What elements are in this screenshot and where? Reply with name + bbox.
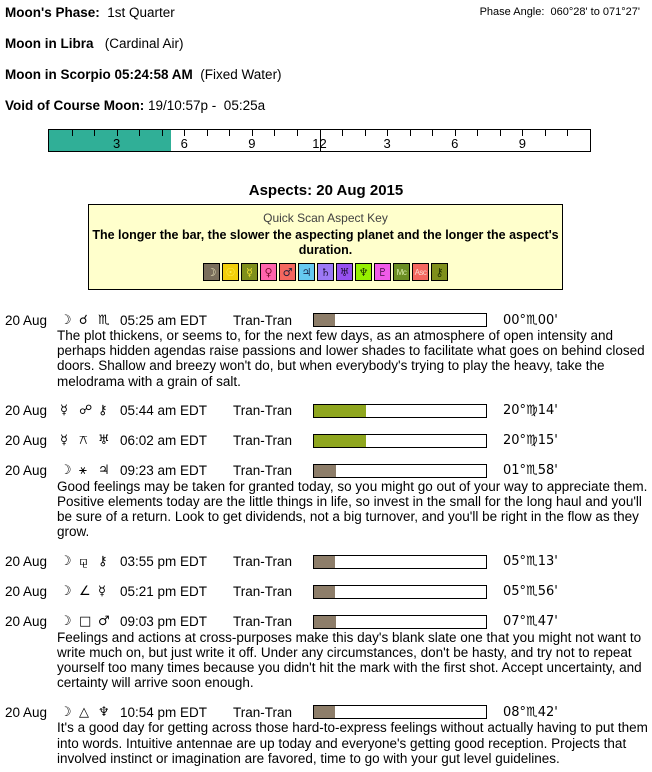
aspect-position: 01°♏58' [503,463,558,479]
quick-scan-aspect-key [88,204,563,290]
aspect-row [0,614,652,691]
aspect-row [0,433,652,449]
aspect-line [0,312,652,328]
body2-glyph: ♂ [98,614,110,630]
aspect-type: Tran-Tran [233,433,293,449]
aspect-type: Tran-Tran [233,403,293,419]
aspect-glyph: ∠ [79,584,91,600]
ruler-tick [410,130,411,136]
aspect-glyphs [60,614,120,629]
ruler-tick [342,130,343,136]
aspect-glyphs [60,403,120,418]
ruler-hour-label: 6 [180,136,188,151]
aspect-glyph: ☍ [79,403,93,419]
aspect-type: Tran-Tran [233,614,293,630]
aspect-time: 09:23 am EDT [120,463,208,479]
duration-bar-fill [314,586,335,598]
aspect-date: 20 Aug [5,584,48,600]
duration-bar [313,434,487,448]
body1-glyph: ☽ [60,584,72,600]
pluto-key-icon: ♇ [374,263,391,281]
aspect-time: 05:21 pm EDT [120,584,208,600]
aspect-glyphs [60,584,120,599]
aspect-time: 05:44 am EDT [120,403,208,419]
duration-bar-fill [314,616,336,628]
duration-bar [313,464,487,478]
aspect-glyph: △ [79,704,89,720]
moon-sign-line [5,36,652,51]
aspect-date: 20 Aug [5,312,48,328]
aspect-glyphs [60,554,120,569]
aspect-time: 05:25 am EDT [120,312,208,328]
moons-phase-value: 1st Quarter [107,5,175,20]
aspect-date: 20 Aug [5,433,48,449]
ruler-tick [162,130,163,136]
aspect-position: 08°♏42' [503,704,558,720]
body1-glyph: ☽ [60,614,72,630]
aspect-position: 05°♏56' [503,584,558,600]
moon-key-icon: ☽ [203,263,220,281]
duration-bar-fill [314,405,366,417]
ruler-tick [477,130,478,136]
void-of-course-value: 19/10:57p - 05:25a [148,98,266,113]
aspect-row [0,312,652,389]
aspect-position: 20°♍15' [503,433,558,449]
body2-glyph: ♏ [98,312,110,328]
mc-key-icon: Mc [393,263,410,281]
body2-glyph: ⚷ [98,554,108,570]
body1-glyph: ☿ [60,433,68,449]
ruler-tick [207,130,208,136]
ruler-hour-label: 9 [518,136,526,151]
duration-bar [313,313,487,327]
aspect-row [0,704,652,766]
ruler-tick [274,130,275,136]
aspect-position: 05°♏13' [503,554,558,570]
aspect-line [0,463,652,479]
body1-glyph: ☽ [60,463,72,479]
asc-key-icon: Asc [412,263,429,281]
aspect-date: 20 Aug [5,614,48,630]
void-period-fill [49,130,171,151]
jupiter-key-icon: ♃ [298,263,315,281]
key-subtitle: The longer the bar, the slower the aspecting planet and the longer the aspect's duration. [92,228,559,257]
ruler-tick [94,130,95,136]
sun-key-icon: ☉ [222,263,239,281]
aspects-title: Aspects: 20 Aug 2015 [248,182,404,199]
aspect-type: Tran-Tran [233,463,293,479]
body1-glyph: ☿ [60,403,68,419]
key-title: Quick Scan Aspect Key [263,211,388,225]
ruler-tick [72,130,73,136]
body2-glyph: ♆ [98,704,110,720]
ruler-hour-label: 12 [312,136,327,151]
ruler-tick [432,130,433,136]
aspect-glyph: ⚹ [79,463,87,479]
aspect-time: 09:03 pm EDT [120,614,208,630]
aspect-date: 20 Aug [5,463,48,479]
duration-bar [313,555,487,569]
duration-bar-fill [314,465,336,477]
aspect-row [0,403,652,419]
mars-key-icon: ♂ [279,263,296,281]
void-of-course-label: Void of Course Moon: [5,98,145,113]
aspect-glyph: ☌ [79,312,88,328]
duration-bar [313,585,487,599]
aspect-date: 20 Aug [5,403,48,419]
aspect-line [0,554,652,570]
void-of-course-line [5,98,652,113]
aspect-type: Tran-Tran [233,312,293,328]
moon-ingress-label: Moon in Scorpio 05:24:58 AM [5,67,193,82]
duration-bar [313,705,487,719]
aspect-time: 06:02 am EDT [120,433,208,449]
saturn-key-icon: ♄ [317,263,334,281]
ruler-tick [545,130,546,136]
body2-glyph: ♃ [98,463,110,479]
body1-glyph: ☽ [60,704,72,720]
aspect-glyphs [60,313,120,328]
aspect-time: 03:55 pm EDT [120,554,208,570]
aspect-glyph: ⚻ [79,433,88,449]
duration-bar-fill [314,706,335,718]
ruler-hour-label: 3 [113,136,121,151]
ruler-hour-label: 6 [451,136,459,151]
duration-bar [313,615,487,629]
aspect-row [0,584,652,600]
aspect-glyphs [60,433,120,448]
venus-key-icon: ♀ [260,263,277,281]
ruler-hour-label: 3 [383,136,391,151]
planet-color-key [89,263,562,281]
aspect-row [0,463,652,540]
body2-glyph: ☿ [98,584,106,600]
aspect-line [0,584,652,600]
aspect-row [0,554,652,570]
duration-bar-fill [314,314,335,326]
aspect-line [0,704,652,720]
duration-bar-fill [314,435,366,447]
ruler-tick [297,130,298,136]
phase-angle: Phase Angle: 060°28' to 071°27' [479,6,640,18]
ruler-tick [500,130,501,136]
ruler-hour-label: 9 [248,136,256,151]
aspect-line [0,433,652,449]
body2-glyph: ♅ [98,433,110,449]
body2-glyph: ⚷ [98,403,108,419]
body1-glyph: ☽ [60,312,72,328]
aspect-description: The plot thickens, or seems to, for the next few days, as an atmosphere of open intensity and perhaps hidden agendas raise passions and lower shades to facilitate what goes on behind closed doors. Shallow and breezy won't do, but when everybody's trying to play the heavy, take the melodrama with a grain of salt. [57,328,645,389]
aspect-glyph: ⚼ [79,554,88,570]
aspect-description: It's a good day for getting across those hard-to-express feelings without actually having to put them into words. Intuitive antennae are up today and everyone's getting good reception. Projects that involved instinct or imagination are favored, time to go with your gut level guidelines. [57,720,648,766]
moons-phase-label: Moon's Phase: [5,5,100,20]
aspect-date: 20 Aug [5,554,48,570]
aspect-position: 07°♏47' [503,614,558,630]
chiron-key-icon: ⚷ [431,263,448,281]
moon-ingress-value: (Fixed Water) [200,67,282,82]
duration-bar [313,404,487,418]
aspect-type: Tran-Tran [233,704,293,720]
ruler-tick [365,130,366,136]
aspect-position: 00°♏00' [503,312,558,328]
ruler-tick [139,130,140,136]
aspect-type: Tran-Tran [233,584,293,600]
aspect-line [0,614,652,630]
moon-ingress-line [5,67,652,82]
aspect-description: Feelings and actions at cross-purposes make this day's blank slate one that you might not want to write much on, but just write it off. Under any circumstances, don't be hasty, and try not to repeat yourself too many times because you didn't hit the mark with the first shot. Accept uncertainty, and certainty will arrive soon enough. [57,629,642,691]
aspect-list [0,312,652,766]
mercury-key-icon: ☿ [241,263,258,281]
aspect-position: 20°♍14' [503,403,558,419]
ruler-tick [229,130,230,136]
aspect-line [0,403,652,419]
duration-bar-fill [314,556,335,568]
aspect-type: Tran-Tran [233,554,293,570]
aspect-time: 10:54 pm EDT [120,704,208,720]
moon-sign-value: (Cardinal Air) [104,36,184,51]
aspect-description: Good feelings may be taken for granted today, so you might go out of your way to appreciate them. Positive elements today are the little things in life, so invest in the small for the long haul and you'll be sure of a return. Look to get dividends, not a big turnover, and you'll be right in the flow as they grow. [57,478,648,540]
aspect-glyphs [60,705,120,720]
header [0,0,652,113]
body1-glyph: ☽ [60,554,72,570]
void-moon-24h-timeline [48,129,591,152]
moon-sign-label: Moon in Libra [5,36,94,51]
aspect-date: 20 Aug [5,704,48,720]
aspect-glyph: □ [79,614,92,630]
neptune-key-icon: ♆ [355,263,372,281]
uranus-key-icon: ♅ [336,263,353,281]
ruler-tick [567,130,568,136]
aspect-glyphs [60,463,120,478]
